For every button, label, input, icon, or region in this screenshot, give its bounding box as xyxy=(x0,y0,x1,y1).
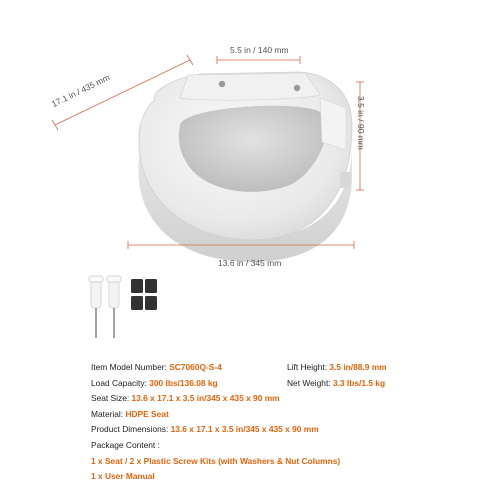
load-capacity-value: 300 lbs/136.08 kg xyxy=(149,377,218,388)
package-content-label: Package Content : xyxy=(91,439,160,450)
package-content-line-2: 1 x User Manual xyxy=(91,471,155,482)
top-width-dimension-label: 5.5 in / 140 mm xyxy=(230,45,289,55)
height-dimension-label: 3.5 in / 90 mm xyxy=(356,96,366,150)
anti-slip-pad-icon xyxy=(131,279,157,310)
spec-row xyxy=(91,391,431,407)
plastic-screw-icon xyxy=(89,276,103,338)
net-weight-label: Net Weight: xyxy=(287,377,331,388)
seat-size-label: Seat Size: xyxy=(91,393,130,404)
package-content-line-1: 1 x Seat / 2 x Plastic Screw Kits (with Washers & Nut Columns) xyxy=(91,455,341,466)
model-value: SC7060Q-S-4 xyxy=(169,362,222,372)
lift-height-label: Lift Height: xyxy=(287,362,328,372)
spec-sheet xyxy=(91,360,431,485)
spec-row xyxy=(91,407,431,423)
seat-size-value: 13.6 x 17.1 x 3.5 in/345 x 435 x 90 mm xyxy=(131,393,280,404)
load-capacity-label: Load Capacity: xyxy=(91,377,147,388)
spec-row xyxy=(91,438,431,454)
material-label: Material: xyxy=(91,408,124,419)
material-value: HDPE Seat xyxy=(125,408,169,419)
spec-row xyxy=(91,376,431,392)
spec-row xyxy=(91,360,431,376)
net-weight-value: 3.3 lbs/1.5 kg xyxy=(332,377,386,388)
width-dimension-label: 13.6 in / 345 mm xyxy=(218,258,282,268)
depth-dimension-label: 17.1 in / 435 mm xyxy=(50,72,112,109)
lift-height-value: 3.5 in/88.9 mm xyxy=(329,362,387,372)
spec-row xyxy=(91,469,431,485)
product-dimensions-label: Product Dimensions: xyxy=(91,424,169,435)
product-dimensions-value: 13.6 x 17.1 x 3.5 in/345 x 435 x 90 mm xyxy=(170,424,319,435)
spec-row xyxy=(91,422,431,438)
model-label: Item Model Number: xyxy=(91,362,167,372)
plastic-screw-icon xyxy=(107,276,121,338)
spec-row xyxy=(91,454,431,470)
